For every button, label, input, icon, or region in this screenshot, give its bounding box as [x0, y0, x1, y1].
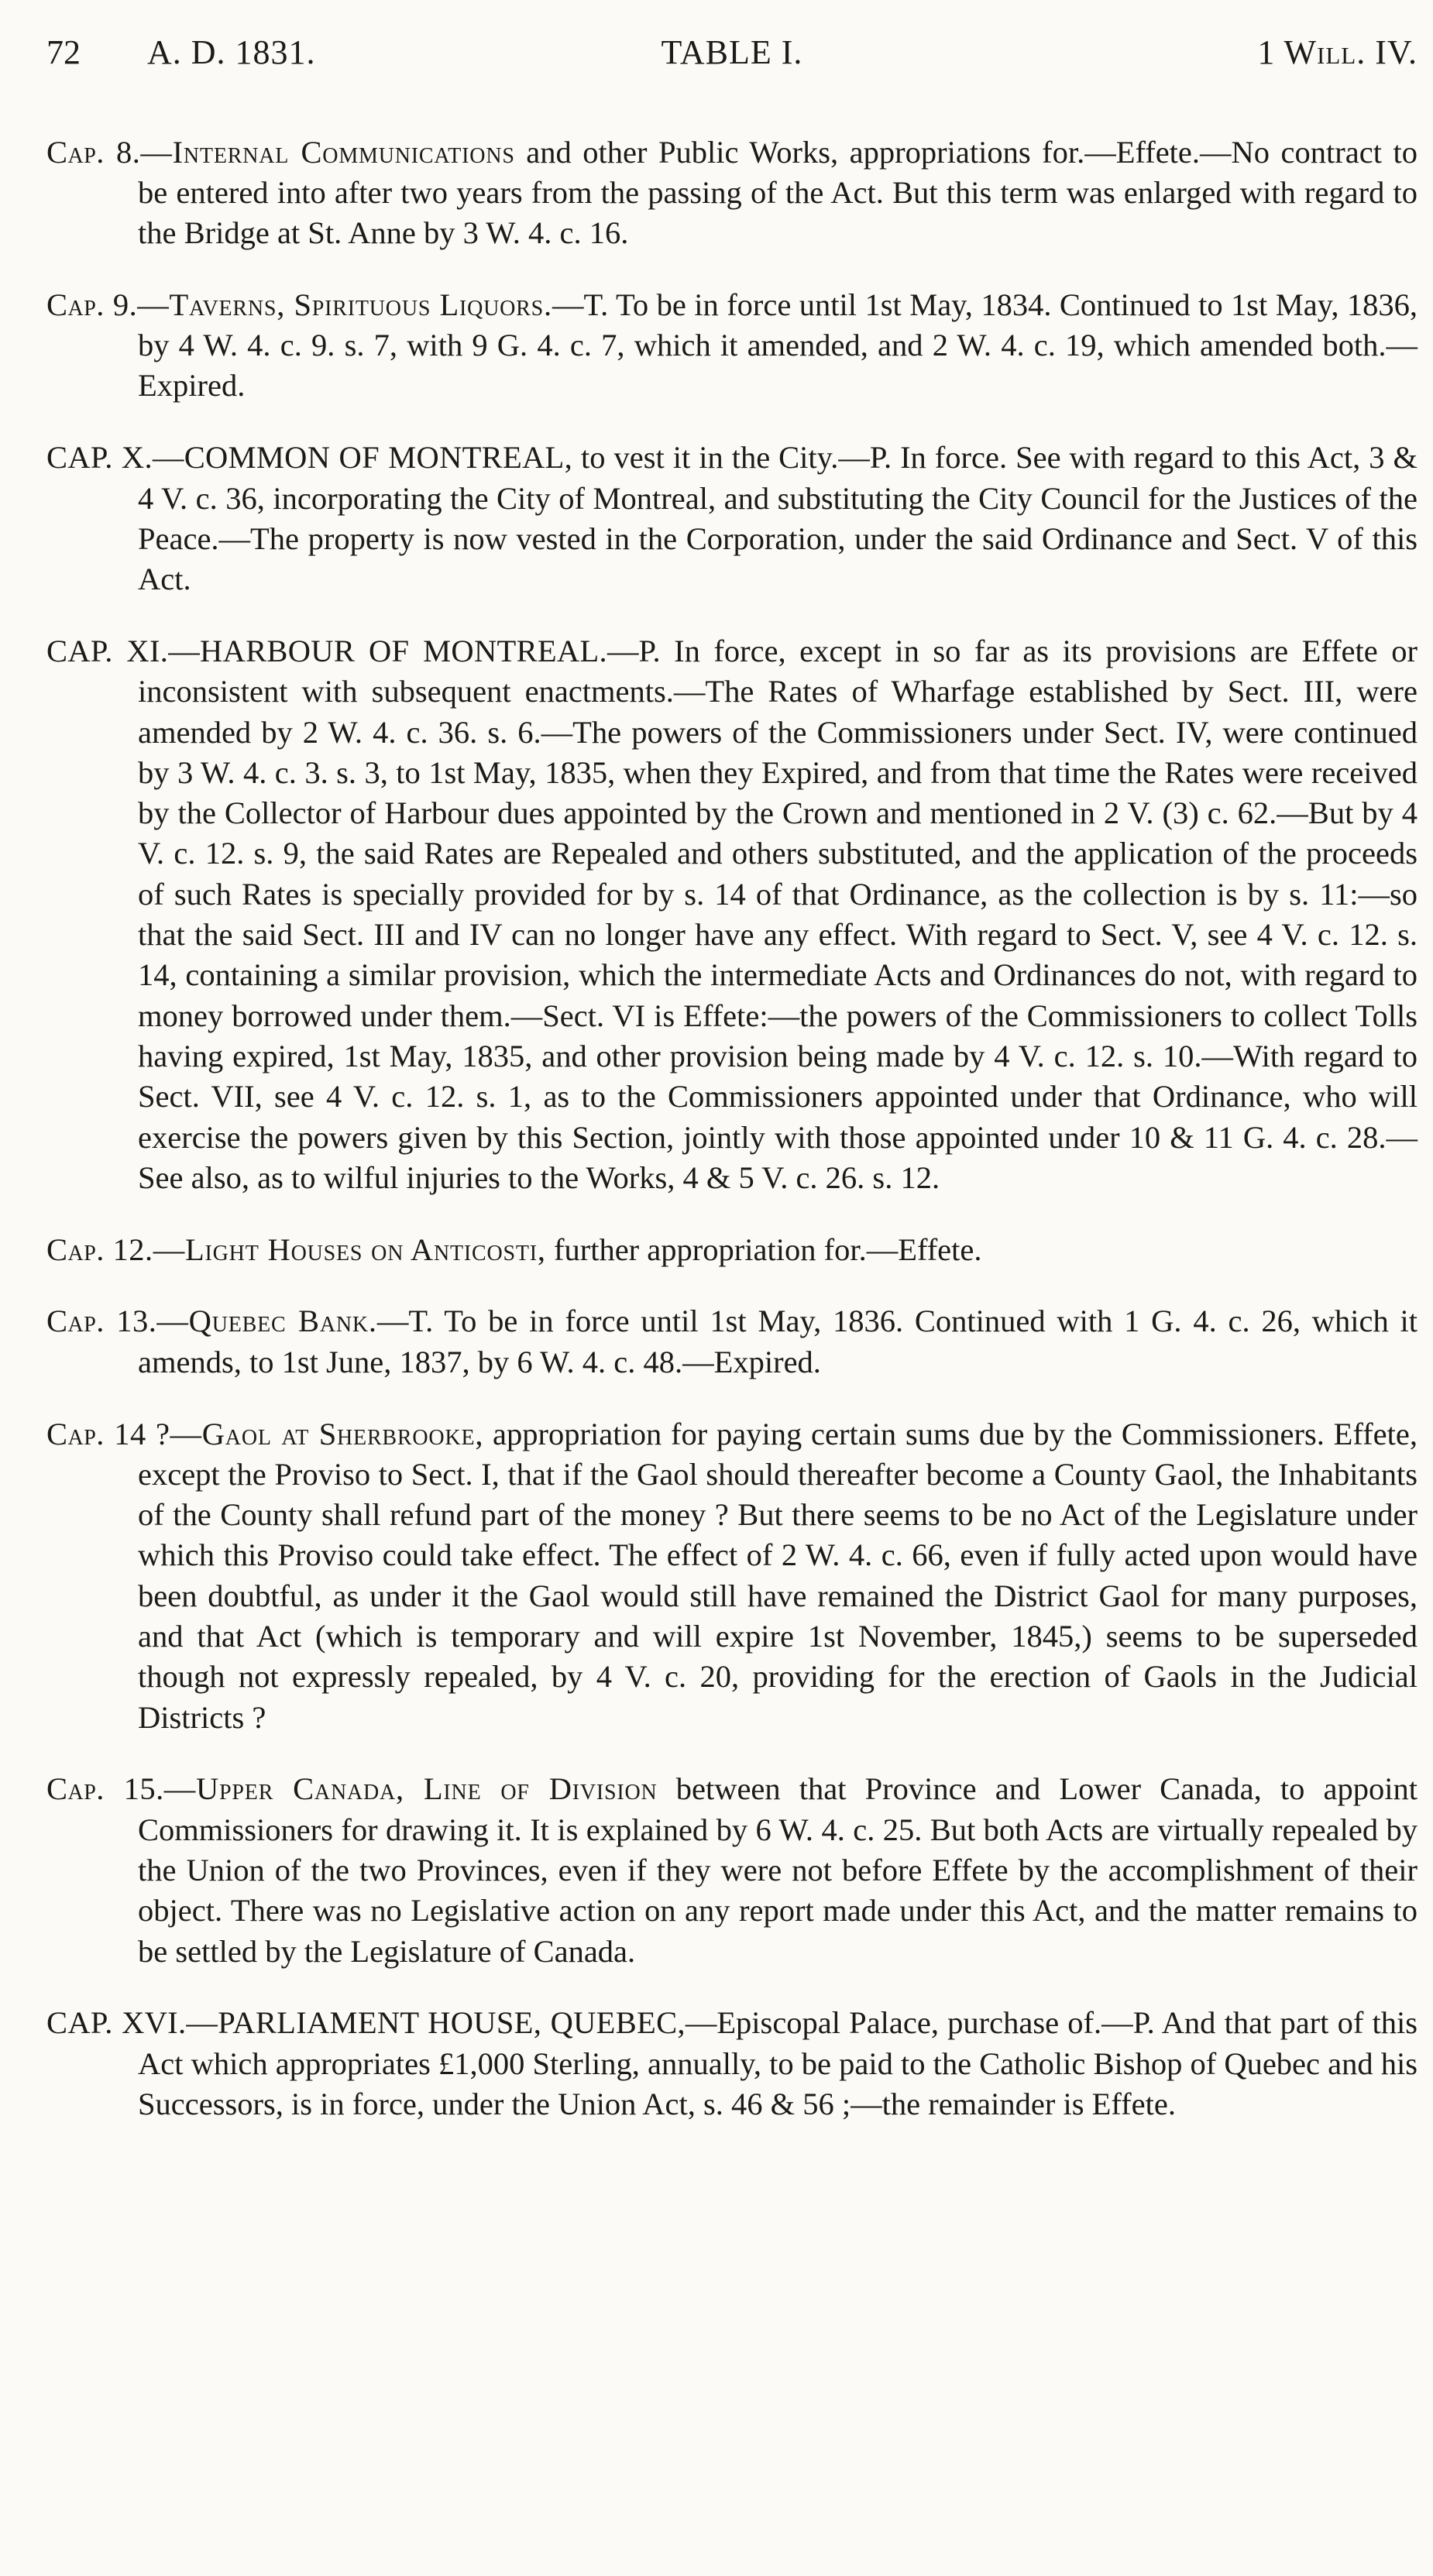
chapter-text: —T. To be in force until 1st May, 1834. Continued to 1st May, 1836, by 4 W. 4. c. 9. s. 7, with 9 G. 4. c. 7, which it amended, and 2 W. 4. c. 19, which amended both.—Expired.: [138, 287, 1418, 404]
chapter-entry-13: [46, 1301, 1418, 1382]
chapter-text: to vest it in the City.—P. In force. See with regard to this Act, 3 & 4 V. c. 36, incorporating the City of Montreal, and substituting the City Council for the Justices of the Peace.—The property is now vested in the Corporation, under the said Ordinance and Sect. V of this Act.: [138, 440, 1418, 597]
chapter-text: —Episcopal Palace, purchase of.—P. And that part of this Act which appropriates £1,000 Sterling, annually, to be paid to the Catholic Bishop of Quebec and his Successors, is in force, under the Union Act, s. 46 & 56 ;—the remainder is Effete.: [138, 2005, 1418, 2121]
page-number: 72: [46, 33, 81, 71]
chapter-number: Cap. 8.: [46, 134, 141, 170]
chapter-number: CAP. XVI.: [46, 2005, 187, 2041]
header-table-title: TABLE I.: [661, 33, 803, 71]
chapter-number: Cap. 9.: [46, 287, 138, 322]
chapter-heading: —PARLIAMENT HOUSE, QUEBEC,: [186, 2005, 686, 2041]
chapter-entry-10: [46, 438, 1418, 599]
chapter-list: [46, 132, 1418, 2125]
chapter-heading: —COMMON OF MONTREAL,: [152, 440, 573, 476]
chapter-heading: —Taverns, Spirituous Liquors.: [137, 287, 552, 322]
chapter-number: Cap. 15.: [46, 1771, 164, 1807]
chapter-number: Cap. 12.: [46, 1231, 153, 1267]
chapter-number: CAP. XI.: [46, 633, 169, 668]
chapter-heading: —HARBOUR OF MONTREAL.: [168, 633, 607, 668]
chapter-text: between that Province and Lower Canada, to appoint Commissioners for drawing it. It is explained by 6 W. 4. c. 25. But both Acts are virtually repealed by the Union of the two Provinces, even if they were not before Effete by the accomplishment of their object. There was no Legislative action on any report made under this Act, and the matter remains to be settled by the Legislature of Canada.: [138, 1771, 1418, 1969]
chapter-entry-15: [46, 1769, 1418, 1971]
chapter-number: Cap. 14 ?: [46, 1416, 170, 1451]
page-header: [46, 31, 1418, 101]
chapter-text: —P. In force, except in so far as its provisions are Effete or inconsistent with subsequent enactments.—The Rates of Wharfage established by Sect. III, were amended by 2 W. 4. c. 36. s. 6.—The powers of the Commissioners under Sect. IV, were continued by 3 W. 4. c. 3. s. 3, to 1st May, 1835, when they Expired, and from that time the Rates were received by the Collector of Harbour dues appointed by the Crown and mentioned in 2 V. (3) c. 62.—But by 4 V. c. 12. s. 9, the said Rates are Repealed and others substituted, and the application of the proceeds of such Rates is specially provided for by s. 14 of that Ordinance, as the collection is by s. 11:—so that the said Sect. III and IV can no longer have any effect. With regard to Sect. V, see 4 V. c. 12. s. 14, containing a similar provision, which the intermediate Acts and Ordinances do not, with regard to money borrowed under them.—Sect. VI is Effete:—the powers of the Commissioners to collect Tolls having expired, 1st May, 1835, and other provision being made by 4 V. c. 12. s. 10.—With regard to Sect. VII, see 4 V. c. 12. s. 1, as to the Commissioners appointed under that Ordinance, who will exercise the powers given by this Section, jointly with those appointed under 10 & 11 G. 4. c. 28.—See also, as to wilful injuries to the Works, 4 & 5 V. c. 26. s. 12.: [138, 633, 1418, 1195]
chapter-number: Cap. 13.: [46, 1303, 157, 1339]
chapter-heading: —Light Houses on Anticosti,: [153, 1231, 546, 1267]
chapter-entry-16: [46, 2003, 1418, 2124]
chapter-heading: —Gaol at Sherbrooke,: [170, 1416, 484, 1451]
chapter-text: —T. To be in force until 1st May, 1836. Continued with 1 G. 4. c. 26, which it amends, to 1st June, 1837, by 6 W. 4. c. 48.—Expired.: [138, 1303, 1418, 1379]
chapter-entry-8: [46, 132, 1418, 254]
chapter-text: and other Public Works, appropriations for.—Effete.—No contract to be entered into after two years from the passing of the Act. But this term was enlarged with regard to the Bridge at St. Anne by 3 W. 4. c. 16.: [138, 134, 1418, 251]
chapter-heading: —Upper Canada, Line of Division: [163, 1771, 658, 1807]
header-reign: 1 Will. IV.: [1257, 33, 1418, 71]
chapter-entry-9: [46, 285, 1418, 407]
chapter-entry-12: [46, 1230, 1418, 1270]
chapter-heading: —Internal Communications: [140, 134, 515, 170]
chapter-text: further appropriation for.—Effete.: [545, 1231, 982, 1267]
document-page: [46, 31, 1418, 2135]
chapter-heading: —Quebec Bank.: [156, 1303, 377, 1339]
chapter-entry-14: [46, 1414, 1418, 1738]
chapter-text: appropriation for paying certain sums due by the Commissioners. Effete, except the Proviso to Sect. I, that if the Gaol should thereafter become a County Gaol, the Inhabitants of the County shall refund part of the money ? But there seems to be no Act of the Legislature under which this Proviso could take effect. The effect of 2 W. 4. c. 66, even if fully acted upon would have been doubtful, as under it the Gaol would still have remained the District Gaol for many purposes, and that Act (which is temporary and will expire 1st November, 1845,) seems to be superseded though not expressly repealed, by 4 V. c. 20, providing for the erection of Gaols in the Judicial Districts ?: [138, 1416, 1418, 1735]
header-year: A. D. 1831.: [147, 33, 316, 71]
chapter-entry-11: [46, 631, 1418, 1198]
chapter-number: CAP. X.: [46, 440, 153, 476]
